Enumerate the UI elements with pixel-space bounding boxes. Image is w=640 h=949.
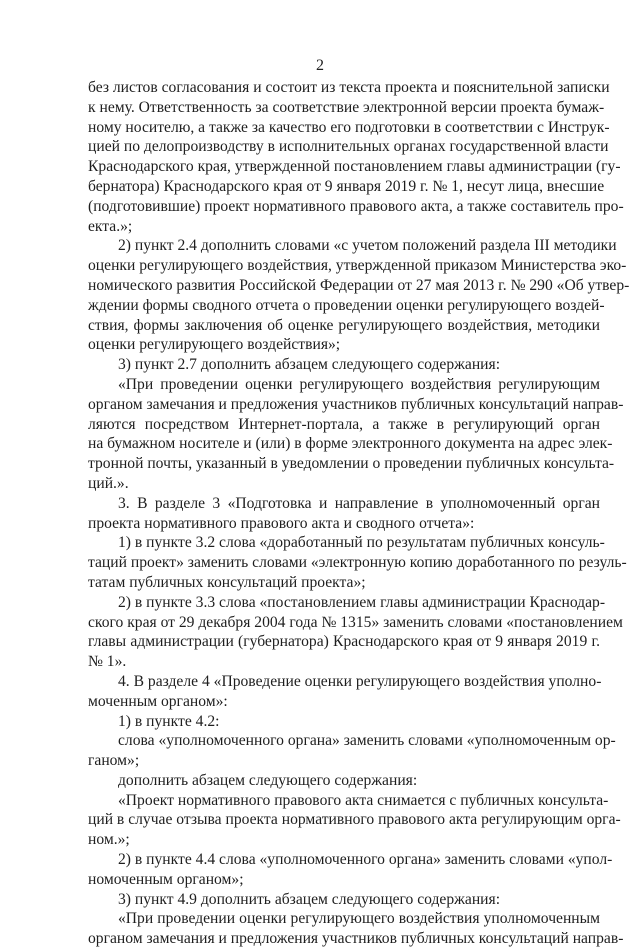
document-body (88, 78, 630, 949)
text-line: слова «уполномоченного органа» заменить словами «уполномоченным ор- (118, 732, 616, 750)
text-line: екта.»; (88, 217, 133, 235)
text-line: 3) пункт 2.7 дополнить абзацем следующего содержания: (118, 356, 501, 374)
text-line: цией по делопроизводству в исполнительных органах государственной власти (88, 138, 609, 156)
text-line: ном.»; (88, 831, 130, 849)
text-line: № 1». (88, 653, 127, 671)
text-line: ждении формы сводного отчета о проведении оценки регулирующего воздей- (88, 296, 605, 314)
text-line: ций в случае отзыва проекта нормативного правового акта регулирующим орга- (88, 811, 621, 829)
text-line: Краснодарского края, утвержденной постановлением главы администрации (гу- (88, 158, 621, 176)
text-line: 4. В разделе 4 «Проведение оценки регулирующего воздействия уполно- (118, 672, 602, 690)
text-line: органом замечания и предложения участников публичных консультаций направ- (88, 395, 624, 413)
text-line: моченным органом»: (88, 692, 228, 710)
text-line: «При проведении оценки регулирующего воздействия регулирующим (118, 375, 600, 393)
text-line: (подготовившие) проект нормативного правового акта, а также составитель про- (88, 197, 624, 215)
text-line: «При проведении оценки регулирующего воздействия уполномоченным (118, 910, 600, 928)
text-line: на бумажном носителе и (или) в форме электронного документа на адрес элек- (88, 435, 613, 453)
text-line: без листов согласования и состоит из текста проекта и пояснительной записки (88, 79, 610, 96)
text-line: главы администрации (губернатора) Краснодарского края от 9 января 2019 г. (88, 633, 600, 651)
text-line: оценки регулирующего воздействия»; (88, 336, 341, 354)
text-line: 3. В разделе 3 «Подготовка и направление в уполномоченный орган (118, 494, 600, 512)
text-line: татам публичных консультаций проекта»; (88, 573, 366, 591)
page-number: 2 (316, 57, 324, 74)
text-line: ганом»; (88, 752, 140, 770)
text-line: проекта нормативного правового акта и сводного отчета»: (88, 514, 475, 532)
text-line: к нему. Ответственность за соответствие электронной версии проекта бумаж- (88, 98, 605, 116)
text-line: номического развития Российской Федерации от 27 мая 2013 г. № 290 «Об утвер- (88, 276, 630, 294)
text-line: «Проект нормативного правового акта снимается с публичных консульта- (118, 791, 609, 809)
text-line: органом замечания и предложения участников публичных консультаций направ- (88, 930, 624, 948)
text-line: 1) в пункте 4.2: (118, 712, 220, 730)
text-line: 2) в пункте 3.3 слова «постановлением главы администрации Краснодар- (118, 593, 606, 611)
text-line: бернатора) Краснодарского края от 9 января 2019 г. № 1, несут лица, внесшие (88, 177, 605, 195)
text-line: 2) в пункте 4.4 слова «уполномоченного органа» заменить словами «упол- (118, 851, 613, 869)
text-line: оценки регулирующего воздействия, утвержденной приказом Министерства эко- (88, 257, 627, 275)
text-line: 3) пункт 4.9 дополнить абзацем следующего содержания: (118, 890, 501, 908)
text-line: ляются посредством Интернет-портала, а также в регулирующий орган (88, 415, 600, 433)
text-line: дополнить абзацем следующего содержания: (118, 771, 418, 789)
text-line: ному носителю, а также за качество его подготовки в соответствии с Инструк- (88, 118, 610, 136)
text-line: ствия, формы заключения об оценке регулирующего воздействия, методики (88, 316, 600, 334)
text-line: тронной почты, указанный в уведомлении о проведении публичных консульта- (88, 455, 615, 473)
text-line: таций проект» заменить словами «электронную копию доработанного по резуль- (88, 554, 627, 572)
text-line: 2) пункт 2.4 дополнить словами «с учетом положений раздела III методики (118, 237, 617, 255)
text-line: ского края от 29 декабря 2004 года № 1315» заменить словами «постановлением (88, 613, 623, 631)
text-line: номоченным органом»; (88, 870, 244, 888)
text-line: 1) в пункте 3.2 слова «доработанный по результатам публичных консуль- (118, 534, 605, 552)
text-line: ций.». (88, 474, 129, 492)
